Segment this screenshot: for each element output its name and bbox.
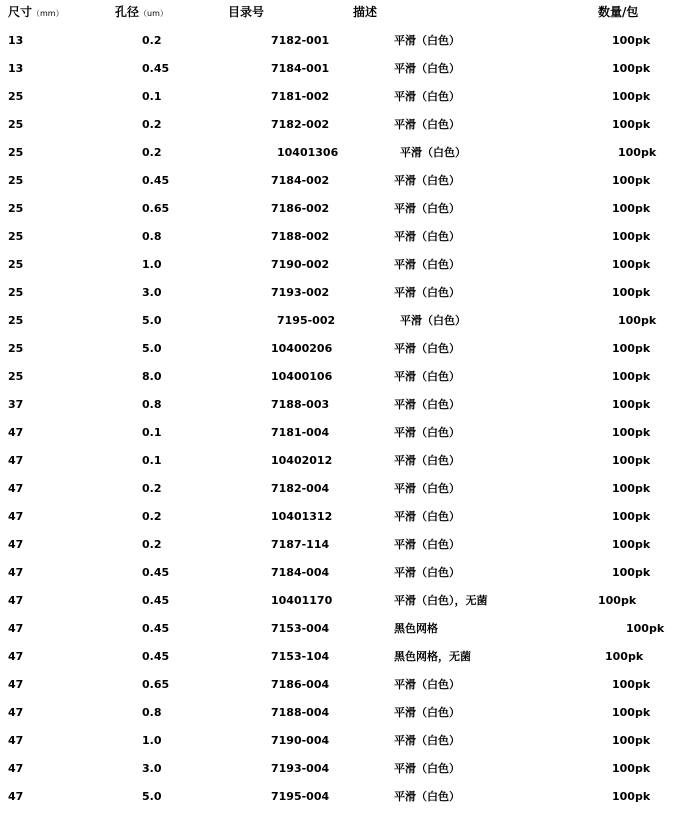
cell-desc: 平滑（白色） (394, 678, 460, 691)
cell-size: 47 (8, 790, 24, 803)
cell-pore: 0.65 (142, 202, 170, 215)
table-row (0, 31, 686, 51)
cell-cat: 10402012 (271, 454, 333, 467)
cell-pore: 0.2 (142, 510, 162, 523)
table-row (0, 675, 686, 695)
table-row (0, 199, 686, 219)
cell-qty: 100pk (612, 90, 651, 103)
table-row (0, 395, 686, 415)
cell-cat: 7195-002 (277, 314, 336, 327)
cell-qty: 100pk (612, 62, 651, 75)
cell-qty: 100pk (612, 174, 651, 187)
cell-desc: 平滑（白色） (394, 510, 460, 523)
cell-qty: 100pk (612, 34, 651, 47)
cell-size: 25 (8, 370, 24, 383)
cell-pore: 0.2 (142, 146, 162, 159)
table-row (0, 563, 686, 583)
cell-size: 47 (8, 538, 24, 551)
cell-qty: 100pk (612, 342, 651, 355)
cell-qty: 100pk (612, 118, 651, 131)
cell-desc: 平滑（白色） (394, 762, 460, 775)
header-quantity: 数量/包 (598, 5, 639, 19)
header-size: 尺寸（mm） (8, 5, 64, 19)
table-row (0, 619, 686, 639)
cell-cat: 7190-004 (271, 734, 330, 747)
cell-desc: 平滑（白色） (394, 454, 460, 467)
table-row (0, 479, 686, 499)
cell-desc: 平滑（白色） (394, 258, 460, 271)
cell-pore: 1.0 (142, 734, 162, 747)
cell-desc: 平滑（白色） (394, 706, 460, 719)
cell-pore: 5.0 (142, 790, 162, 803)
cell-desc: 平滑（白色） (400, 314, 466, 327)
cell-pore: 0.45 (142, 62, 170, 75)
cell-desc: 平滑（白色） (394, 426, 460, 439)
cell-qty: 100pk (612, 454, 651, 467)
cell-cat: 10400106 (271, 370, 333, 383)
table-row (0, 507, 686, 527)
cell-cat: 7188-002 (271, 230, 330, 243)
cell-desc: 平滑（白色） (394, 566, 460, 579)
table-row (0, 171, 686, 191)
header-pore: 孔径（um） (115, 5, 168, 19)
table-row (0, 787, 686, 807)
cell-cat: 10401170 (271, 594, 333, 607)
cell-desc: 平滑（白色） (394, 790, 460, 803)
cell-size: 47 (8, 762, 24, 775)
cell-qty: 100pk (612, 678, 651, 691)
cell-cat: 7188-003 (271, 398, 330, 411)
cell-desc: 平滑（白色） (394, 62, 460, 75)
cell-pore: 0.1 (142, 454, 162, 467)
cell-size: 25 (8, 230, 24, 243)
cell-pore: 0.8 (142, 230, 162, 243)
cell-cat: 7153-004 (271, 622, 330, 635)
cell-cat: 7182-001 (271, 34, 330, 47)
cell-pore: 0.2 (142, 538, 162, 551)
cell-desc: 平滑（白色），无菌 (394, 594, 488, 607)
cell-desc: 平滑（白色） (400, 146, 466, 159)
cell-pore: 0.45 (142, 566, 170, 579)
table-row (0, 367, 686, 387)
cell-pore: 0.2 (142, 482, 162, 495)
table-row (0, 283, 686, 303)
cell-cat: 7193-004 (271, 762, 330, 775)
cell-size: 25 (8, 342, 24, 355)
cell-qty: 100pk (612, 734, 651, 747)
cell-desc: 平滑（白色） (394, 90, 460, 103)
cell-desc: 平滑（白色） (394, 118, 460, 131)
cell-cat: 7187-114 (271, 538, 330, 551)
cell-desc: 平滑（白色） (394, 482, 460, 495)
cell-pore: 3.0 (142, 762, 162, 775)
cell-cat: 10400206 (271, 342, 333, 355)
cell-pore: 0.45 (142, 650, 170, 663)
cell-qty: 100pk (618, 314, 657, 327)
table-row (0, 591, 686, 611)
table-row (0, 535, 686, 555)
cell-pore: 3.0 (142, 286, 162, 299)
table-row (0, 451, 686, 471)
cell-cat: 7186-002 (271, 202, 330, 215)
cell-desc: 黑色网格，无菌 (394, 650, 471, 663)
cell-pore: 0.8 (142, 706, 162, 719)
cell-size: 25 (8, 146, 24, 159)
cell-qty: 100pk (626, 622, 665, 635)
table-row (0, 255, 686, 275)
table-row (0, 115, 686, 135)
cell-size: 37 (8, 398, 24, 411)
cell-pore: 8.0 (142, 370, 162, 383)
table-row (0, 703, 686, 723)
cell-qty: 100pk (612, 398, 651, 411)
cell-size: 47 (8, 734, 24, 747)
cell-size: 47 (8, 510, 24, 523)
cell-size: 25 (8, 314, 24, 327)
cell-pore: 0.45 (142, 174, 170, 187)
cell-size: 47 (8, 594, 24, 607)
cell-cat: 7181-002 (271, 90, 330, 103)
cell-cat: 7181-004 (271, 426, 330, 439)
cell-pore: 0.45 (142, 622, 170, 635)
cell-desc: 平滑（白色） (394, 230, 460, 243)
cell-cat: 7182-004 (271, 482, 330, 495)
cell-pore: 0.65 (142, 678, 170, 691)
cell-qty: 100pk (612, 706, 651, 719)
cell-size: 47 (8, 622, 24, 635)
cell-size: 25 (8, 174, 24, 187)
cell-desc: 平滑（白色） (394, 174, 460, 187)
table-row (0, 59, 686, 79)
cell-size: 25 (8, 202, 24, 215)
cell-pore: 0.2 (142, 118, 162, 131)
cell-size: 47 (8, 426, 24, 439)
cell-desc: 平滑（白色） (394, 202, 460, 215)
cell-pore: 0.45 (142, 594, 170, 607)
cell-size: 47 (8, 454, 24, 467)
cell-desc: 黑色网格 (394, 622, 438, 635)
cell-cat: 7193-002 (271, 286, 330, 299)
cell-size: 25 (8, 118, 24, 131)
cell-qty: 100pk (612, 482, 651, 495)
cell-qty: 100pk (612, 790, 651, 803)
cell-desc: 平滑（白色） (394, 538, 460, 551)
cell-desc: 平滑（白色） (394, 370, 460, 383)
cell-desc: 平滑（白色） (394, 34, 460, 47)
cell-size: 47 (8, 678, 24, 691)
table-row (0, 731, 686, 751)
cell-cat: 7190-002 (271, 258, 330, 271)
cell-qty: 100pk (612, 230, 651, 243)
cell-size: 47 (8, 482, 24, 495)
cell-cat: 7195-004 (271, 790, 330, 803)
cell-size: 47 (8, 706, 24, 719)
table-row (0, 227, 686, 247)
cell-qty: 100pk (612, 538, 651, 551)
header-description: 描述 (353, 5, 378, 19)
cell-qty: 100pk (598, 594, 637, 607)
table-row (0, 339, 686, 359)
table-row (0, 647, 686, 667)
cell-desc: 平滑（白色） (394, 286, 460, 299)
table-row (0, 759, 686, 779)
cell-desc: 平滑（白色） (394, 342, 460, 355)
cell-qty: 100pk (612, 426, 651, 439)
cell-qty: 100pk (612, 258, 651, 271)
cell-size: 47 (8, 566, 24, 579)
cell-cat: 10401306 (277, 146, 339, 159)
cell-size: 13 (8, 62, 24, 75)
cell-qty: 100pk (612, 370, 651, 383)
header-catalog: 目录号 (228, 5, 265, 19)
cell-cat: 7182-002 (271, 118, 330, 131)
cell-qty: 100pk (612, 762, 651, 775)
table-header (0, 2, 686, 22)
cell-size: 13 (8, 34, 24, 47)
cell-pore: 0.1 (142, 90, 162, 103)
cell-size: 47 (8, 650, 24, 663)
cell-qty: 100pk (612, 510, 651, 523)
cell-pore: 5.0 (142, 314, 162, 327)
cell-pore: 0.8 (142, 398, 162, 411)
cell-size: 25 (8, 258, 24, 271)
cell-size: 25 (8, 286, 24, 299)
cell-cat: 7184-002 (271, 174, 330, 187)
cell-cat: 7186-004 (271, 678, 330, 691)
cell-cat: 7184-001 (271, 62, 330, 75)
cell-cat: 7188-004 (271, 706, 330, 719)
cell-pore: 5.0 (142, 342, 162, 355)
table-row (0, 311, 686, 331)
table-row (0, 87, 686, 107)
cell-qty: 100pk (612, 566, 651, 579)
cell-pore: 1.0 (142, 258, 162, 271)
table-row (0, 143, 686, 163)
cell-desc: 平滑（白色） (394, 398, 460, 411)
cell-qty: 100pk (618, 146, 657, 159)
cell-desc: 平滑（白色） (394, 734, 460, 747)
cell-qty: 100pk (612, 286, 651, 299)
cell-pore: 0.1 (142, 426, 162, 439)
cell-qty: 100pk (605, 650, 644, 663)
cell-cat: 10401312 (271, 510, 333, 523)
cell-size: 25 (8, 90, 24, 103)
cell-cat: 7184-004 (271, 566, 330, 579)
cell-pore: 0.2 (142, 34, 162, 47)
table-row (0, 423, 686, 443)
cell-qty: 100pk (612, 202, 651, 215)
cell-cat: 7153-104 (271, 650, 330, 663)
